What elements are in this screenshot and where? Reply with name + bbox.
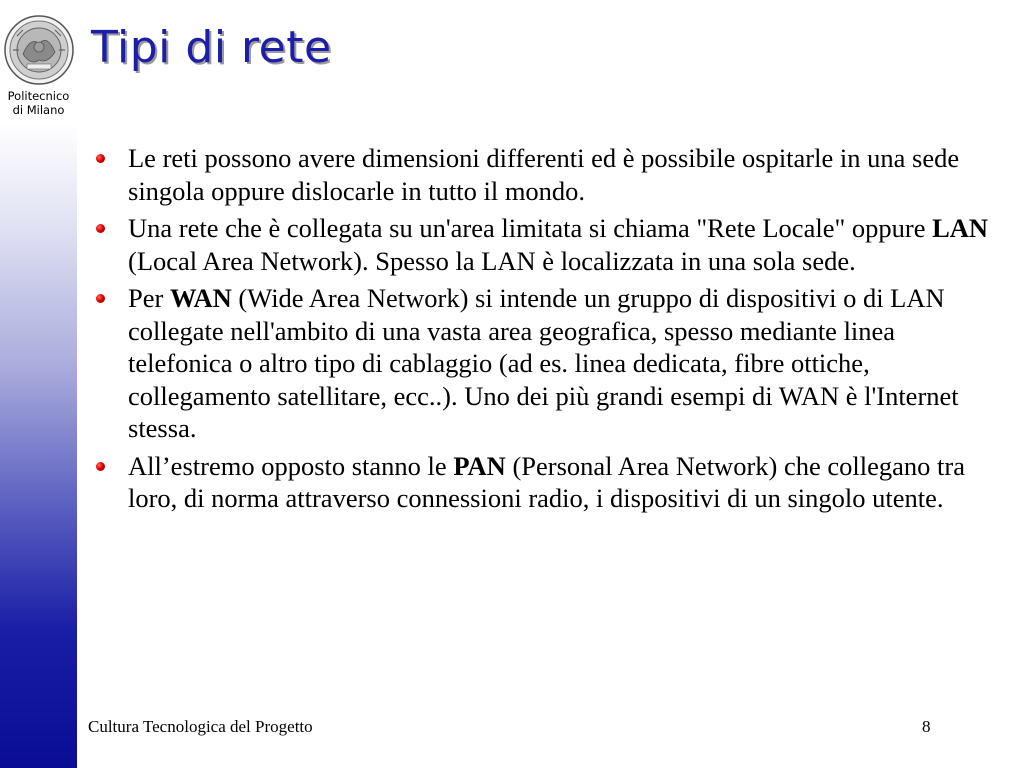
institution-name	[0, 89, 77, 117]
bullet-text-after: (Local Area Network). Spesso la LAN è localizzata in una sola sede.	[128, 245, 856, 276]
bullet-term-lan: LAN	[932, 213, 989, 243]
bullet-item	[92, 450, 992, 515]
footer-page-number: 8	[922, 717, 931, 736]
institution-line-1: Politecnico	[7, 89, 70, 103]
bullet-dot-icon	[96, 224, 105, 233]
bullet-dot-icon	[96, 154, 105, 163]
bullet-item	[92, 282, 992, 445]
institution-line-2: di Milano	[12, 103, 65, 117]
bullet-dot-icon	[96, 462, 105, 471]
bullet-list	[92, 142, 992, 520]
bullet-text-after: (Wide Area Network) si intende un gruppo di dispositivi o di LAN collegate nell'ambito di una vasta area geografica, spesso mediante linea telefonica o altro tipo di cablaggio (ad es. linea dedicata, fibre ottiche, collegamento satellitare, ecc..). Uno dei più grandi esempi di WAN è l'Internet stessa.	[128, 283, 959, 443]
seal-graphic	[3, 14, 75, 86]
bullet-item	[92, 142, 992, 207]
bullet-text-before: Una rete che è collegata su un'area limitata si chiama "Rete Locale" oppure	[128, 213, 933, 243]
bullet-term-wan: WAN	[169, 283, 232, 313]
footer-course-name: Cultura Tecnologica del Progetto	[88, 717, 313, 736]
bullet-text-after: (Personal Area Network) che collegano tra loro, di norma attraverso connessioni radio, i dispositivi di un singolo utente.	[128, 450, 965, 513]
university-seal-icon	[3, 14, 75, 86]
bullet-text: Le reti possono avere dimensioni differenti ed è possibile ospitarle in una sede singola oppure dislocarle in tutto il mondo.	[128, 143, 960, 206]
slide-title: Tipi di rete	[91, 22, 332, 73]
bullet-term-pan: PAN	[453, 450, 506, 481]
bullet-text-before: All’estremo opposto stanno le	[128, 450, 454, 481]
bullet-text-before: Per	[128, 283, 170, 313]
bullet-dot-icon	[96, 294, 105, 303]
bullet-item	[92, 212, 992, 277]
sidebar-gradient	[0, 0, 77, 768]
